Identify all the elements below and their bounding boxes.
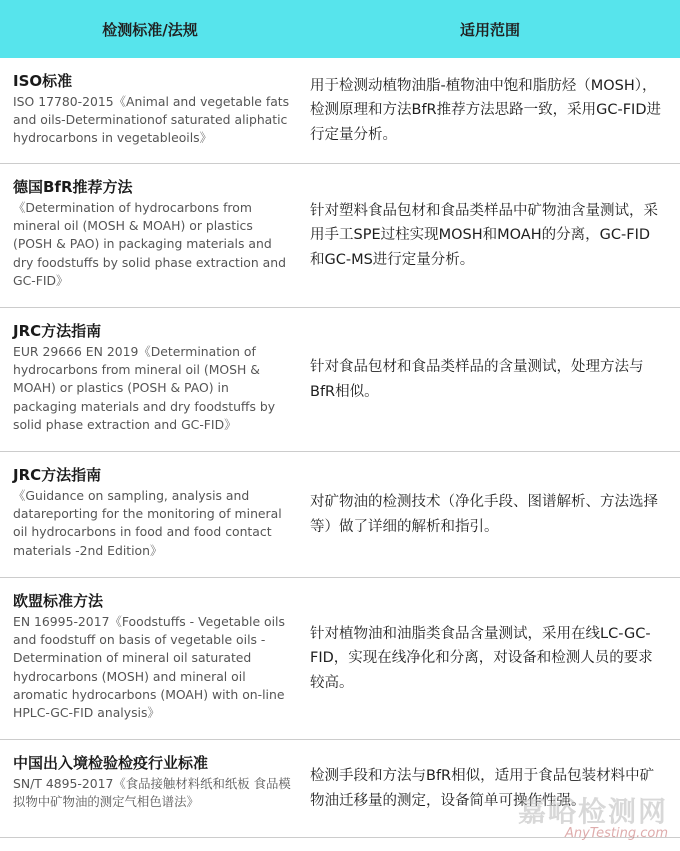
watermark-cn: 嘉峪检测网 bbox=[517, 795, 668, 828]
scope-text: 用于检测动植物油脂-植物油中饱和脂肪烃（MOSH），检测原理和方法BfR推荐方法思路一致，采用GC-FID进行定量分析。 bbox=[310, 77, 662, 143]
scope-text: 针对塑料食品包材和食品类样品中矿物油含量测试，采用手工SPE过柱实现MOSH和MOAH的分离，GC-FID和GC-MS进行定量分析。 bbox=[310, 202, 658, 268]
header-standard: 检测标准/法规 bbox=[102, 20, 198, 39]
watermark bbox=[518, 790, 668, 841]
standard-cell bbox=[0, 308, 300, 451]
standard-title: 中国出入境检验检疫行业标准 bbox=[13, 754, 209, 772]
table-header bbox=[0, 0, 680, 58]
table-row bbox=[0, 58, 680, 164]
scope-cell bbox=[300, 578, 680, 739]
standard-title: JRC方法指南 bbox=[13, 466, 102, 484]
standard-title: ISO标准 bbox=[13, 72, 73, 90]
scope-cell bbox=[300, 58, 680, 163]
scope-text: 对矿物油的检测技术（净化手段、图谱解析、方法选择等）做了详细的解析和指引。 bbox=[310, 494, 658, 535]
standard-description: EUR 29666 EN 2019《Determination of hydrocarbons from mineral oil (MOSH & MOAH) or plastics (POSH & PAO) in packaging materials and dry foodstuffs by solid phase extraction and GC-FID》 bbox=[13, 344, 276, 432]
scope-cell bbox=[300, 164, 680, 307]
table-row bbox=[0, 578, 680, 740]
scope-text: 针对植物油和油脂类食品含量测试，采用在线LC-GC-FID，实现在线净化和分离，对设备和检测人员的要求较高。 bbox=[310, 625, 653, 691]
header-scope: 适用范围 bbox=[459, 20, 520, 39]
table-row bbox=[0, 164, 680, 308]
standard-description: SN/T 4895-2017《食品接触材料纸和纸板 食品模拟物中矿物油的测定气相色谱法》 bbox=[13, 776, 291, 810]
standard-cell bbox=[0, 578, 300, 739]
scope-text: 检测手段和方法与BfR相似，适用于食品包装材料中矿物油迁移量的测定，设备简单可操作性强。 bbox=[310, 768, 655, 809]
standard-description: 《Determination of hydrocarbons from mineral oil (MOSH & MOAH) or plastics (POSH & PAO) in packaging materials and dry foodstuffs by solid phase extraction and GC-FID》 bbox=[13, 200, 286, 288]
scope-cell bbox=[300, 308, 680, 451]
standard-title: 德国BfR推荐方法 bbox=[13, 178, 133, 196]
standard-title: 欧盟标准方法 bbox=[13, 592, 104, 610]
standard-description: ISO 17780-2015《Animal and vegetable fats and oils-Determinationof saturated aliphatic hydrocarbons in vegetableoils》 bbox=[13, 94, 290, 146]
standard-cell bbox=[0, 452, 300, 577]
standard-cell bbox=[0, 58, 300, 163]
standard-title: JRC方法指南 bbox=[13, 322, 102, 340]
standard-description: 《Guidance on sampling, analysis and datareporting for the monitoring of mineral oil hydrocarbons in food and food contact materials -2nd Edition》 bbox=[13, 488, 282, 558]
scope-text: 针对食品包材和食品类样品的含量测试，处理方法与BfR相似。 bbox=[310, 359, 644, 400]
table-row bbox=[0, 308, 680, 452]
table-row bbox=[0, 452, 680, 578]
standard-cell bbox=[0, 164, 300, 307]
standard-description: EN 16995-2017《Foodstuffs - Vegetable oils and foodstuff on basis of vegetable oils - Determination of mineral oil saturated hydrocarbons (MOSH) and mineral oil aromatic hydrocarbons (MOAH) with on-line HPLC-GC-FID analysis》 bbox=[13, 614, 285, 721]
watermark-en: AnyTesting.com bbox=[564, 826, 668, 841]
scope-cell bbox=[300, 452, 680, 577]
standard-cell bbox=[0, 740, 300, 837]
